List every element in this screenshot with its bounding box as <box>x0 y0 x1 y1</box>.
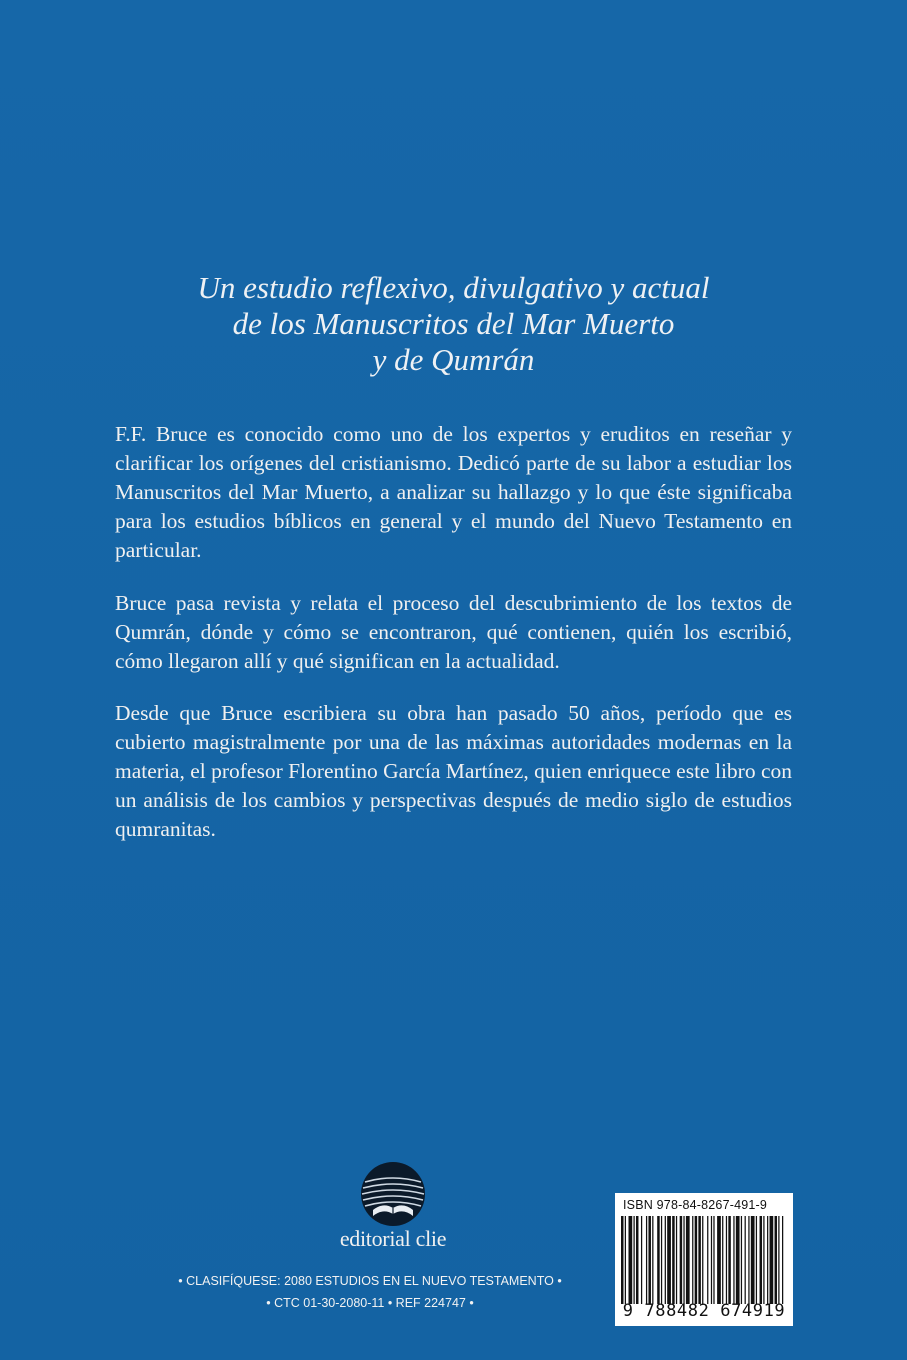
publisher-name: editorial clie <box>339 1226 447 1251</box>
classification-line-2: • CTC 01-30-2080-11 • REF 224747 • <box>266 1296 474 1310</box>
description-paragraph-2: Bruce pasa revista y relata el proceso del descubrimiento de los textos de Qumrán, dónde y cómo se encontraron, qué contienen, quién los escribió, cómo llegaron allí y qué significan en la actualidad. <box>115 591 792 673</box>
publisher-logo <box>318 1160 468 1256</box>
tagline <box>0 270 907 378</box>
barcode-icon <box>621 1216 787 1304</box>
isbn-label: ISBN 978-84-8267-491-9 <box>623 1198 768 1212</box>
barcode-panel <box>615 1193 793 1326</box>
book-description <box>115 420 792 868</box>
classification-line-1: • CLASIFÍQUESE: 2080 ESTUDIOS EN EL NUEVO TESTAMENTO • <box>178 1274 562 1288</box>
tagline-line-3: y de Qumrán <box>372 342 535 377</box>
tagline-line-2: de los Manuscritos del Mar Muerto <box>232 306 675 341</box>
description-paragraph-3: Desde que Bruce escribiera su obra han pasado 50 años, período que es cubierto magistralmente por una de las máximas autoridades modernas en la materia, el profesor Florentino García Martínez, quien enriquece este libro con un análisis de los cambios y perspectivas después de medio siglo de estudios qumranitas. <box>115 701 792 841</box>
globe-book-icon <box>355 1160 431 1228</box>
description-paragraph-1: F.F. Bruce es conocido como uno de los expertos y eruditos en reseñar y clarificar los orígenes del cristianismo. Dedicó parte de su labor a estudiar los Manuscritos del Mar Muerto, a analizar su hallazgo y lo que éste significaba para los estudios bíblicos en general y el mundo del Nuevo Testamento en particular. <box>115 422 792 562</box>
ean-number: 9 788482 674919 <box>622 1301 786 1321</box>
tagline-line-1: Un estudio reflexivo, divulgativo y actual <box>197 270 710 305</box>
classification-block <box>140 1270 600 1314</box>
